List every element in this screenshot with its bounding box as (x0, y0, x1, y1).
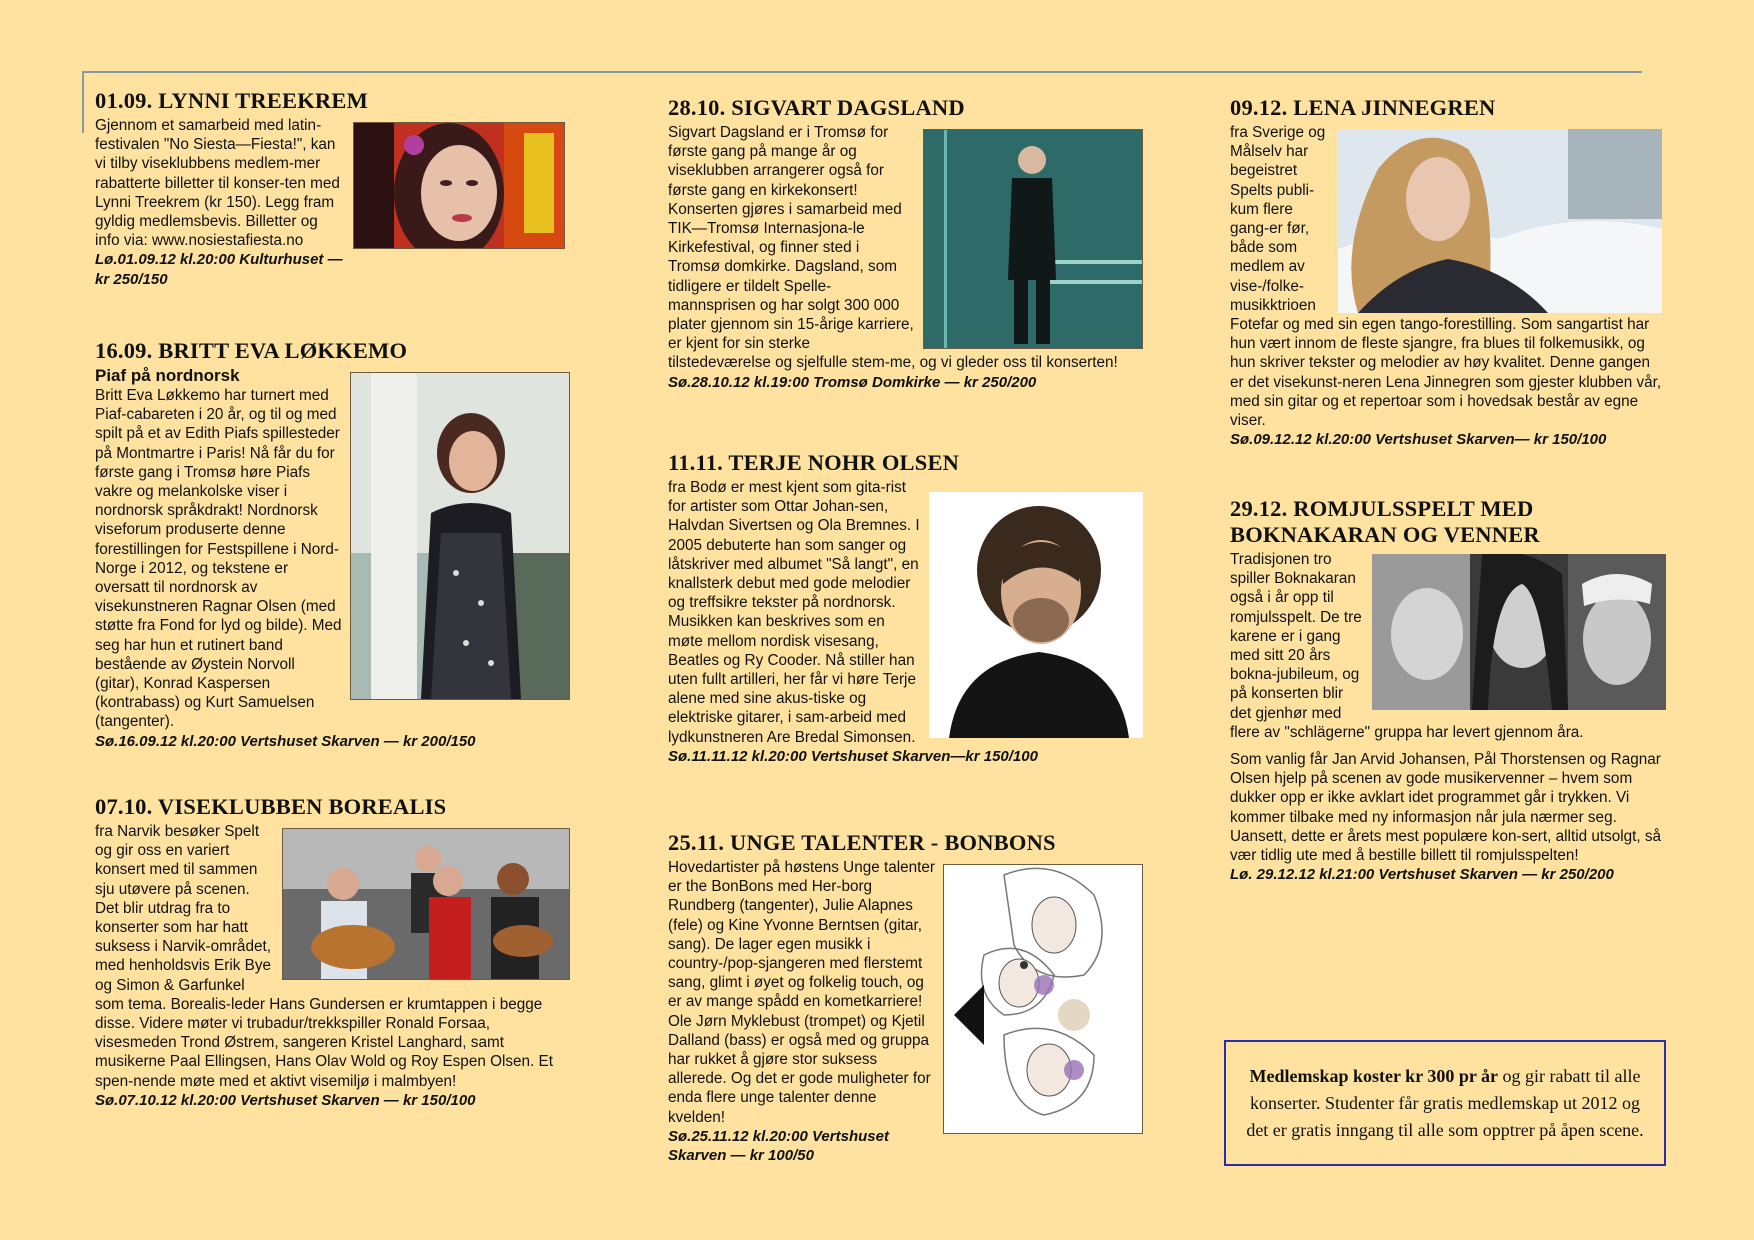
event-subtitle: Piaf på nordnorsk (95, 366, 240, 385)
event-info: Sø.16.09.12 kl.20:00 Vertshuset Skarven — kr 200/150 (95, 732, 476, 750)
side-rule (82, 71, 84, 133)
event-lynni (95, 88, 565, 289)
photo-sigvart-dagsland (923, 129, 1143, 349)
event-description: fra Bodø er mest kjent som gita-rist for artister som Ottar Johan-sen, Halvdan Sivertsen og Ola Bremnes. I 2005 debuterte han som sanger og låtskriver med albumet "Så langt", en knallsterk debut med gode melodier og treffsikre tekster på nordnorsk. Musikken kan beskrives som en møte mellom nordisk visesang, Beatles og Ry Cooder. Nå stiller han uten fullt artilleri, her får vi høre Terje alene med sine akus-tiske og elektriske gitarer, i sam-arbeid med lydkunstneren Are Bredal Simonsen. (668, 479, 920, 746)
event-title: 07.10. VISEKLUBBEN BOREALIS (95, 794, 447, 819)
event-title: 09.12. LENA JINNEGREN (1230, 95, 1496, 120)
event-borealis (95, 794, 570, 1110)
event-info: Lø.01.09.12 kl.20:00 Kulturhuset — kr 250/150 (95, 251, 343, 288)
event-title: 25.11. UNGE TALENTER - BONBONS (668, 830, 1056, 855)
event-terje (668, 450, 1143, 766)
event-title: 28.10. SIGVART DAGSLAND (668, 95, 965, 120)
event-description: Gjennom et samarbeid med latin-festivalen "No Siesta—Fiesta!", kan vi tilby viseklubbens medlem-mer rabatterte billetter til konser-ten med Lynni Treekrem (kr 150). Legg fram gyldig medlemsbevis. Billetter og info via: www.nosiestafiesta.no (95, 117, 340, 250)
event-description: Sigvart Dagsland er i Tromsø for første gang på mange år og viseklubben arrangerer også for første gang en kirkekonsert! Konserten gjøres i samarbeid med TIK—Tromsø Internasjona-le Kirkefestival, og finner sted i Tromsø domkirke. Dagsland, som tidligere er tildelt Spelle-mannsprisen og har solgt 300 000 plater gjennom sin 15-årige karriere, er kjent for sin sterke tilstedeværelse og sjelfulle stem-me, og vi gleder oss til konserten! (668, 124, 1118, 372)
membership-details: og gir rabatt til alle konserter. Studenter får gratis medlemskap ut 2012 og det er gratis inngang til alle som opptrer på åpen scene. (1246, 1065, 1644, 1140)
event-title: 11.11. TERJE NOHR OLSEN (668, 450, 960, 475)
event-info: Sø.07.10.12 kl.20:00 Vertshuset Skarven — kr 150/100 (95, 1091, 476, 1109)
membership-text (1238, 1063, 1652, 1144)
event-romjulsspelt (1230, 496, 1666, 884)
event-info: Sø.25.11.12 kl.20:00 Vertshuset Skarven — kr 100/50 (668, 1127, 889, 1165)
event-info: Sø.11.11.12 kl.20:00 Vertshuset Skarven—kr 150/100 (668, 747, 1038, 765)
event-description: Britt Eva Løkkemo har turnert med Piaf-cabareten i 20 år, og til og med spilt på et av Edith Piafs spillesteder på Montmartre i Paris! Nå får du for første gang i Tromsø høre Piafs vakre og melankolske viser i nordnorsk språkdrakt! Nordnorsk viseforum produserte denne forestillingen for Festspillene i Nord-Norge i 2012, og tekstene er oversatt til nordnorsk av visekunstneren Ragnar Olsen (med støtte fra Fond for lyd og bilde). Med seg har hun et rutinert band bestående av Øystein Norvoll (gitar), Konrad Kaspersen (kontrabass) og Kurt Samuelsen (tangenter). (95, 387, 342, 731)
event-description: Tradisjonen tro spiller Boknakaran også i år opp til romjulsspelt. De tre karene er i gang med sitt 20 års bokna-jubileum, og på konserten blir det gjenhør med flere av "schlägerne" gruppa har levert gjennom åra. (1230, 551, 1584, 741)
event-title: 29.12. ROMJULSSPELT MED BOKNAKARAN OG VENNER (1230, 496, 1540, 547)
top-rule (82, 71, 1642, 73)
event-lena (1230, 95, 1662, 449)
membership-price: Medlemskap koster kr 300 pr år (1249, 1065, 1499, 1086)
photo-boknakaran (1372, 554, 1666, 710)
event-info: Sø.09.12.12 kl.20:00 Vertshuset Skarven— kr 150/100 (1230, 431, 1607, 449)
event-sigvart (668, 95, 1143, 392)
photo-lena-jinnegren (1338, 129, 1662, 313)
event-description: fra Narvik besøker Spelt og gir oss en variert konsert med til sammen sju utøvere på scenen. Det blir utdrag fra to konserter som har hatt suksess i Narvik-området, med henholdsvis Erik Bye og Simon & Garfunkel som tema. Borealis-leder Hans Gundersen er krumtappen i begge disse. Videre møter vi trubadur/trekkspiller Ronald Forsaa, visesmeden Trond Østrem, sangeren Kristel Langhard, samt musikerne Paal Ellingsen, Hans Olav Wold og Roy Espen Olsen. Et spen-nende møte med et aktivt visemiljø i malmbyen! (95, 823, 553, 1090)
event-description: fra Sverige og Målselv har begeistret Spelts publi-kum flere gang-er før, både som medlem av vise-/folke-musikktrioen Fotefar og med sin egen tango-forestilling. Som sangartist har hun vært innom de fleste sjangre, fra blues til folkemusikk, og hun skriver tekster og melodier av høy kvalitet. Denne gangen er det visekunst-neren Lena Jinnegren som gjester klubben vår, med sin gitar og et repertoar som i hovedsak består av egne viser. (1230, 124, 1662, 430)
event-title: 01.09. LYNNI TREEKREM (95, 88, 369, 113)
photo-britt-eva-lokkemo (350, 372, 570, 700)
photo-lynni-treekrem (353, 122, 565, 249)
event-description-2: Som vanlig får Jan Arvid Johansen, Pål Thorstensen og Ragnar Olsen hjelp på scenen av gode musikervenner – hvem som dukker opp er ikke avklart idet programmet går i trykken. Vi kommer tilbake med ny informasjon når jula nærmer seg. Uansett, dette er årets mest populære kon-sert, alltid utsolgt, så vær tidlig ute med å bestille billett til romjulsspelten! (1230, 751, 1662, 865)
photo-bonbons-illustration (943, 864, 1143, 1134)
photo-viseklubben-borealis (282, 828, 570, 980)
event-description: Hovedartister på høstens Unge talenter er the BonBons med Her-borg Rundberg (tangenter), Julie Alapnes (fele) og Kine Yvonne Berntsen (gitar, sang). De lager egen musikk i country-/pop-sjangeren med flerstemt sang, glimt i øyet og folkelig touch, og er av mange spådd en kometkarriere! Ole Jørn Myklebust (trompet) og Kjetil Dalland (bass) er også med og gruppa har rukket å gjøre stor suksess allerede. Og det er gode muligheter for enda flere unge talenter denne kvelden! (668, 859, 935, 1126)
event-info: Lø. 29.12.12 kl.21:00 Vertshuset Skarven — kr 250/200 (1230, 866, 1614, 884)
photo-terje-nohr-olsen (929, 492, 1143, 738)
event-unge-talenter (668, 830, 1143, 1165)
event-title: 16.09. BRITT EVA LØKKEMO (95, 338, 408, 363)
event-info: Sø.28.10.12 kl.19:00 Tromsø Domkirke — kr 250/200 (668, 373, 1037, 391)
event-britt (95, 338, 570, 751)
membership-box (1224, 1040, 1666, 1166)
